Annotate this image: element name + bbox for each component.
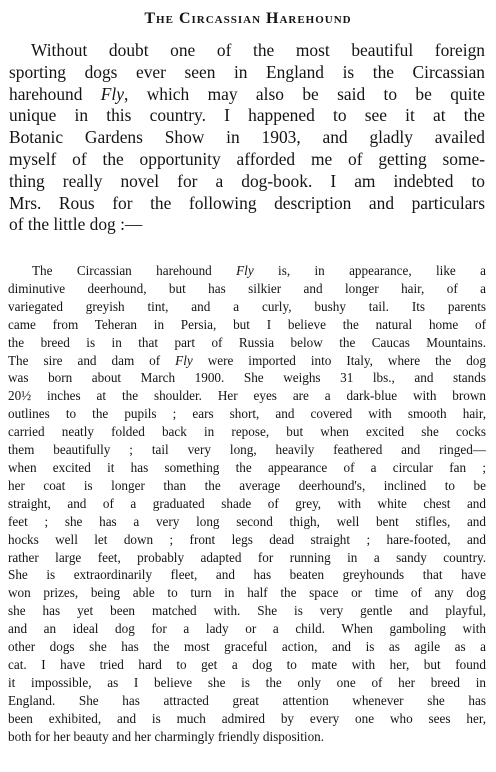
quote-line: when excited it has something the appearance of a circular fan ; [8,459,486,475]
quote-line: other dogs she has the most graceful action, and is as agile as a [8,639,486,655]
quote-line: straight, and of a graduated shade of grey, with white chest and [8,495,486,511]
quote-line: carried neatly folded back in repose, but when excited she cocks [8,424,486,440]
intro-line: harehound Fly, which may also be said to be quite [9,83,486,104]
quote-line: The sire and dam of Fly were imported into Italy, where the dog [8,352,486,368]
quote-line: it impossible, as I believe she is the only one of her breed in [8,674,486,690]
intro-line: unique in this country. I happened to see it at the [9,105,485,126]
quote-line: the breed is in that part of Russia below the Caucas Mountains. [8,334,486,350]
quote-line: variegated greyish tint, and a curly, bushy tail. Its parents [8,298,486,314]
quote-line: won prizes, being able to turn in half the space or time of any dog [8,585,486,601]
intro-line: thing really novel for a dog-book. I am indebted to [9,170,485,191]
quote-line: hocks well let down ; front legs dead straight ; hare-footed, and [8,531,486,547]
intro-paragraph [9,40,485,236]
quote-line: 20½ inches at the shoulder. Her eyes are a dark-blue with brown [8,388,486,404]
quote-line: been exhibited, and is much admired by every one who sees her, [8,710,486,726]
quote-line: feet ; she has a very long second thigh, well bent stifles, and [8,513,486,529]
intro-line: of the little dog :— [9,214,143,235]
quote-line: outlines to the pupils ; ears short, and covered with smooth hair, [8,406,486,422]
quoted-description [8,262,486,745]
quote-line: cat. I have tried hard to get a dog to mate with her, but found [8,656,486,672]
quote-line: England. She has attracted great attention whenever she has [8,692,486,708]
quote-line: rather large feet, probably adapted for running in a sandy country. [8,549,486,565]
intro-line: Mrs. Rous for the following description and particulars [9,192,485,213]
quote-line: her coat is longer than the average deerhound's, inclined to be [8,477,486,493]
quote-line: The Circassian harehound Fly is, in appearance, like a [32,263,486,278]
quote-line: both for her beauty and her charmingly friendly disposition. [8,728,325,744]
intro-line: sporting dogs ever seen in England is the Circassian [9,61,485,82]
quote-line: was born about March 1900. She weighs 31 lbs., and stands [8,370,486,386]
intro-line: Botanic Gardens Show in 1903, and gladly availed [9,127,485,148]
quote-line: and an ideal dog for a lady or a child. When gamboling with [8,621,486,637]
quote-line: she has yet been matched with. She is very gentle and playful, [8,603,486,619]
quote-line: came from Teheran in Persia, but I believe the natural home of [8,316,486,332]
intro-line: myself of the opportunity afforded me of getting some- [9,148,485,169]
page-heading: The Circassian Harehound [144,10,352,27]
quote-line: diminutive deerhound, but has silkier and longer hair, of a [8,280,486,296]
quote-line: She is extraordinarily fleet, and has beaten greyhounds that have [8,567,486,583]
intro-line: Without doubt one of the most beautiful foreign [31,40,485,60]
quote-line: them beautifully ; tail very long, heavily feathered and ringed— [8,442,486,458]
